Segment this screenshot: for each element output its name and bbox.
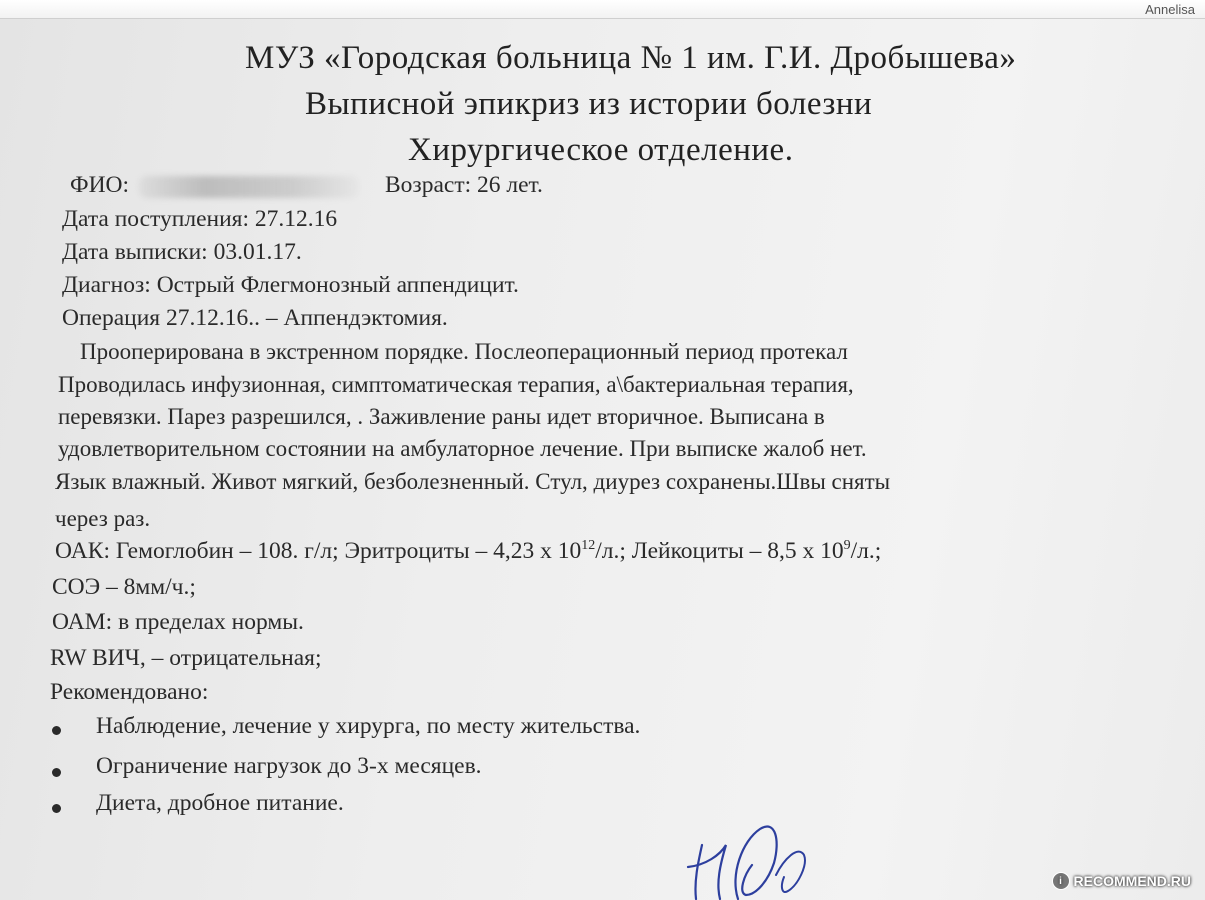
recommendation-item-3: Диета, дробное питание. bbox=[96, 790, 344, 816]
watermark-text: RECOMMEND.RU bbox=[1073, 873, 1191, 889]
redacted-name bbox=[139, 176, 359, 198]
document-title: Выписной эпикриз из истории болезни bbox=[305, 86, 873, 122]
body-line-6: через раз. bbox=[55, 506, 151, 531]
author-label[interactable]: Annelisa bbox=[1145, 2, 1195, 17]
oak-line bbox=[55, 538, 881, 565]
oak-exp-1: 12 bbox=[581, 538, 596, 554]
oam-line: ОАМ: в пределах нормы. bbox=[52, 609, 304, 635]
watermark-logo-icon: i bbox=[1052, 872, 1070, 890]
department-title: Хирургическое отделение. bbox=[408, 132, 794, 168]
oak-mid: /л.; Лейкоциты – 8,5 х 10 bbox=[595, 538, 844, 564]
oak-suffix: /л.; bbox=[850, 538, 882, 564]
bullet-1-icon bbox=[52, 726, 61, 735]
admission-date: Дата поступления: 27.12.16 bbox=[62, 206, 338, 232]
patient-name-line bbox=[70, 172, 359, 199]
oak-exp-2: 9 bbox=[843, 538, 851, 554]
rw-line: RW ВИЧ, – отрицательная; bbox=[50, 645, 322, 671]
oak-prefix: ОАК: Гемоглобин – 108. г/л; Эритроциты – 4,23 х 10 bbox=[55, 538, 582, 564]
patient-age: Возраст: 26 лет. bbox=[385, 172, 543, 198]
body-line-4: удовлетворительном состоянии на амбулаторное лечение. При выписке жалоб нет. bbox=[58, 436, 867, 461]
recommend-watermark bbox=[1052, 872, 1191, 890]
discharge-date: Дата выписки: 03.01.17. bbox=[62, 239, 302, 265]
bullet-3-icon bbox=[52, 804, 61, 813]
body-line-5: Язык влажный. Живот мягкий, безболезненный. Стул, диурез сохранены.Швы сняты bbox=[55, 469, 891, 494]
body-line-3: перевязки. Парез разрешился, . Заживление раны идет вторичное. Выписана в bbox=[58, 404, 825, 429]
bullet-2-icon bbox=[52, 768, 61, 777]
soe-line: СОЭ – 8мм/ч.; bbox=[52, 574, 196, 600]
operation: Операция 27.12.16.. – Аппендэктомия. bbox=[62, 305, 448, 331]
name-label: ФИО: bbox=[70, 172, 130, 198]
recommendation-item-2: Ограничение нагрузок до 3-х месяцев. bbox=[96, 753, 482, 779]
paper-top-edge bbox=[0, 0, 1205, 19]
recommendation-item-1: Наблюдение, лечение у хирурга, по месту жительства. bbox=[96, 713, 641, 739]
institution-title: МУЗ «Городская больница № 1 им. Г.И. Дробышева» bbox=[245, 40, 1017, 76]
signature-icon bbox=[680, 815, 810, 900]
body-line-2: Проводилась инфузионная, симптоматическая терапия, а\бактериальная терапия, bbox=[58, 372, 854, 397]
body-line-1: Прооперирована в экстренном порядке. Послеоперационный период протекал bbox=[80, 339, 848, 364]
diagnosis: Диагноз: Острый Флегмонозный аппендицит. bbox=[62, 272, 519, 298]
recommendations-label: Рекомендовано: bbox=[50, 679, 209, 705]
